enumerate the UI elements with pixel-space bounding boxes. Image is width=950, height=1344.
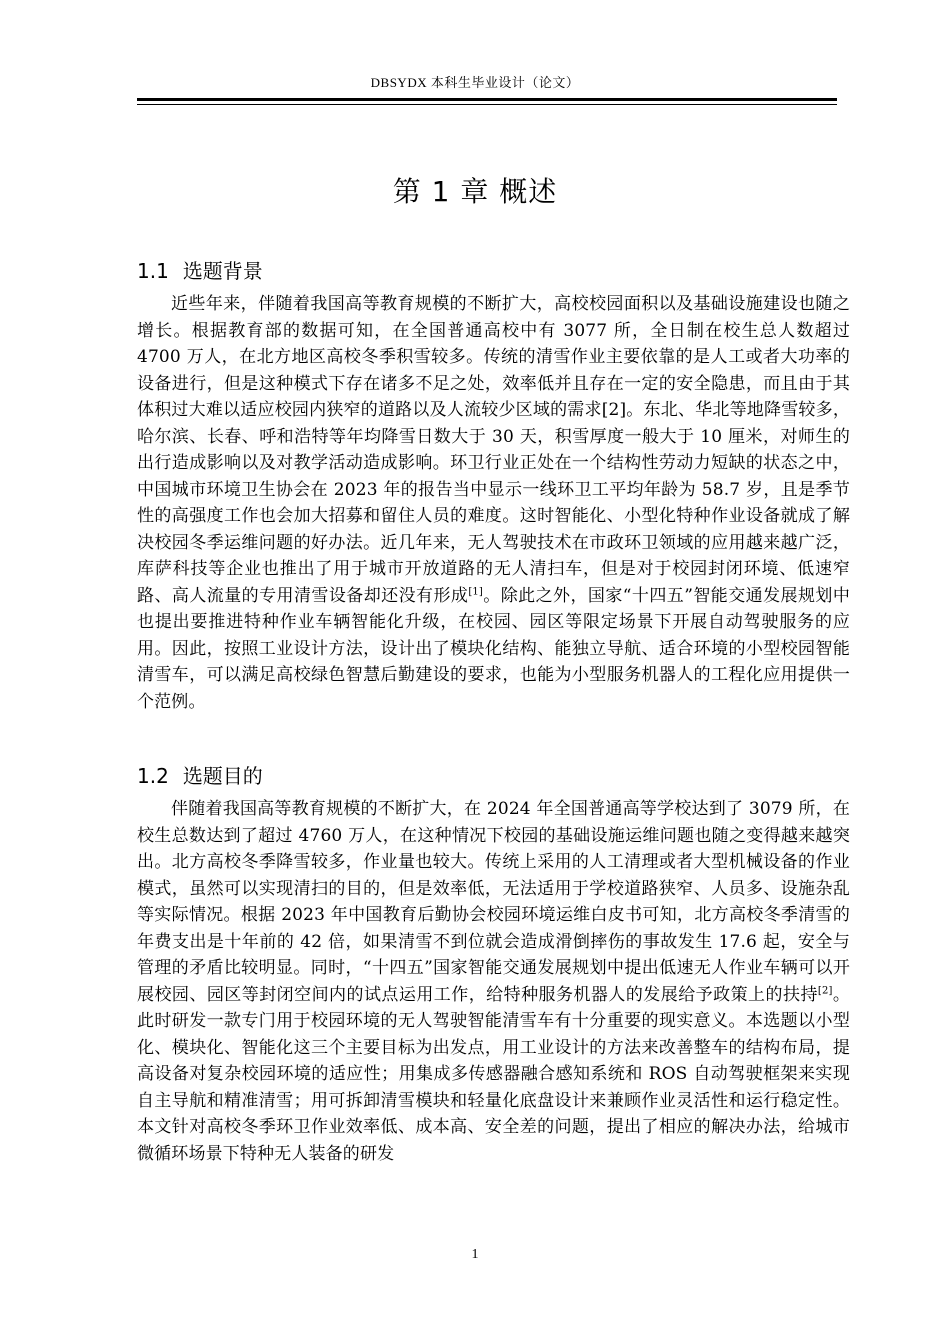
paragraph-background <box>137 291 850 715</box>
section-number: 1.2 <box>137 764 169 788</box>
header-rule-thick <box>137 98 837 101</box>
running-header: DBSYDX 本科生毕业设计（论文） <box>370 75 580 90</box>
paragraph-text: 伴随着我国高等教育规模的不断扩大，在 2024 年全国普通高等学校达到了 3079 所，在校生总数达到了超过 4760 万人，在这种情况下校园的基础设施运维问题也随之变得越来越突出。北方高校冬季降雪较多，作业量也较大。传统上采用的人工清理或者大型机械设备的作业模式，虽然可以实现清扫的目的，但是效率低，无法适用于学校道路狭窄、人员多、设施杂乱等实际情况。根据 2023 年中国教育后勤协会校园环境运维白皮书可知，北方高校冬季清雪的年费支出是十年前的 42 倍，如果清雪不到位就会造成滑倒摔伤的事故发生 17.6 起，安全与管理的矛盾比较明显。同时，“十四五”国家智能交通发展规划中提出低速无人作业车辆可以开展校园、园区等封闭空间内的试点运用工作，给特种服务机器人的发展给予政策上的扶持 <box>137 799 850 1005</box>
chapter-title: 第 1 章 概述 <box>392 175 558 208</box>
section-title: 选题背景 <box>182 259 263 283</box>
section-heading-1-1 <box>137 255 263 284</box>
section-title: 选题目的 <box>182 764 263 788</box>
header-rule-thin <box>137 104 837 105</box>
citation-ref: [1] <box>468 585 483 597</box>
section-number: 1.1 <box>137 259 169 283</box>
citation-ref: [2] <box>817 984 833 996</box>
paragraph-text: 。此时研发一款专门用于校园环境的无人驾驶智能清雪车有十分重要的现实意义。本选题以小型化、模块化、智能化这三个主要目标为出发点，用工业设计的方法来改善整车的结构布局，提高设备对复杂校园环境的适应性；用集成多传感器融合感知系统和 ROS 自动驾驶框架来实现自主导航和精准清雪；用可拆卸清雪模块和轻量化底盘设计来兼顾作业灵活性和运行稳定性。本文针对高校冬季环卫作业效率低、成本高、安全差的问题，提出了相应的解决办法，给城市微循环场景下特种无人装备的研发 <box>137 984 850 1164</box>
paragraph-text: 近些年来，伴随着我国高等教育规模的不断扩大，高校校园面积以及基础设施建设也随之增长。根据教育部的数据可知，在全国普通高校中有 3077 所，全日制在校生总人数超过 4700 万人，在北方地区高校冬季积雪较多。传统的清雪作业主要依靠的是人工或者大功率的设备进行，但是这种模式下存在诸多不足之处，效率低并且存在一定的安全隐患，而且由于其体积过大难以适应校园内狭窄的道路以及人流较少区域的需求[2]。东北、华北等地降雪较多，哈尔滨、长春、呼和浩特等年均降雪日数大于 30 天，积雪厚度一般大于 10 厘米，对师生的出行造成影响以及对教学活动造成影响。环卫行业正处在一个结构性劳动力短缺的状态之中，中国城市环境卫生协会在 2023 年的报告当中显示一线环卫工平均年龄为 58.7 岁，且是季节性的高强度工作也会加大招募和留住人员的难度。这时智能化、小型化特种作业设备就成了解决校园冬季运维问题的好办法。近几年来，无人驾驶技术在市政环卫领域的应用越来越广泛，库萨科技等企业也推出了用于城市开放道路的无人清扫车，但是对于校园封闭环境、低速窄路、高人流量的专用清雪设备却还没有形成 <box>137 294 850 606</box>
section-heading-1-2 <box>137 760 263 789</box>
page-number: 1 <box>471 1247 479 1262</box>
paragraph-purpose <box>137 796 850 1167</box>
paragraph-text: 。除此之外，国家“十四五”智能交通发展规划中也提出要推进特种作业车辆智能化升级，在校园、园区等限定场景下开展自动驾驶服务的应用。因此，按照工业设计方法，设计出了模块化结构、能独立导航、适合环境的小型校园智能清雪车，可以满足高校绿色智慧后勤建设的要求，也能为小型服务机器人的工程化应用提供一个范例。 <box>137 585 850 712</box>
